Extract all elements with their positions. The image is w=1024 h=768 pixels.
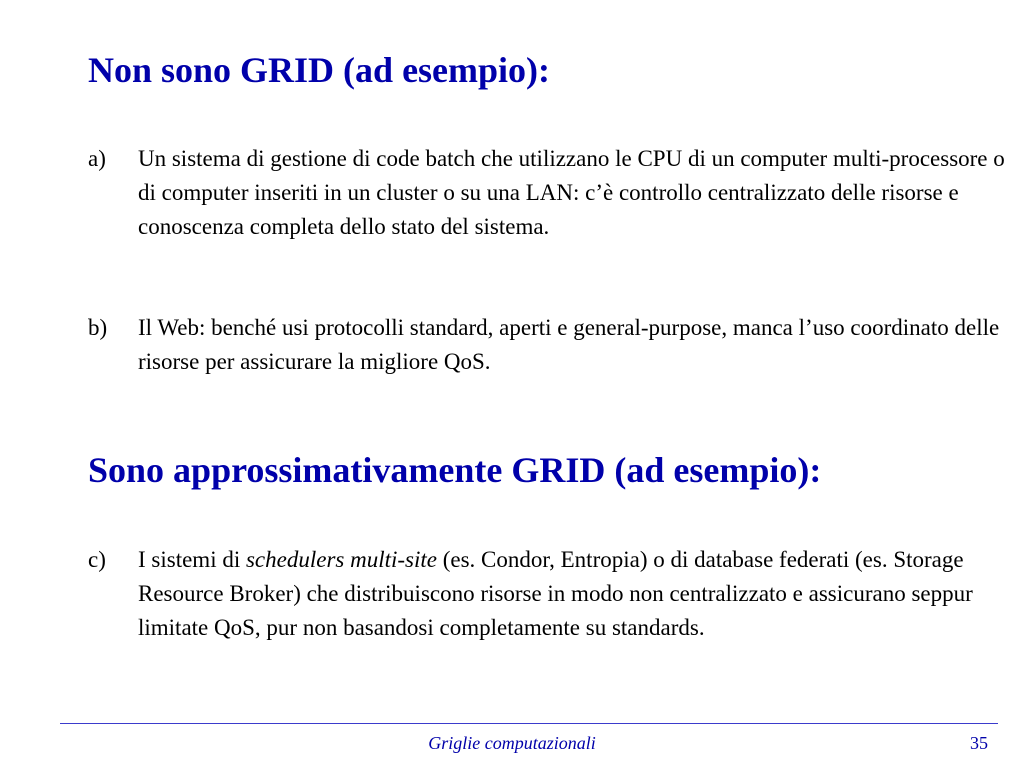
- list-item-text: Il Web: benché usi protocolli standard, aperti e general-purpose, manca l’uso coordinato delle risorse per assicurare la migliore QoS.: [138, 315, 1000, 374]
- list-item-text: [138, 543, 1008, 645]
- section-heading-not-grid: Non sono GRID (ad esempio):: [88, 50, 551, 90]
- section-heading-approx-grid: Sono approssimativamente GRID (ad esempio):: [88, 450, 822, 490]
- list-item-text-emphasis: schedulers multi-site: [245, 547, 437, 572]
- list-item-text: Un sistema di gestione di code batch che utilizzano le CPU di un computer multi-processore o di computer inseriti in un cluster o su una LAN: c’è controllo centralizzato delle risorse e conoscenza completa dello stato del sistema.: [138, 146, 1005, 239]
- list-item-text-start: I sistemi di: [138, 547, 246, 572]
- footer-divider: [60, 723, 998, 724]
- list-item-marker: a): [88, 146, 106, 171]
- list-item: [88, 311, 1008, 379]
- footer-title: Griglie computazionali: [428, 733, 596, 753]
- list-item: [88, 543, 1008, 645]
- list-item: [88, 142, 1008, 244]
- list-item-marker: b): [88, 315, 108, 340]
- list-item-text-end: (es. Condor, Entropia) o di database federati (es. Storage Resource Broker) che distribuiscono risorse in modo non centralizzato e assicurano seppur limitate QoS, pur non basandosi completamente su standards.: [138, 547, 973, 640]
- list-item-marker: c): [88, 547, 106, 572]
- page-number: 35: [970, 733, 988, 753]
